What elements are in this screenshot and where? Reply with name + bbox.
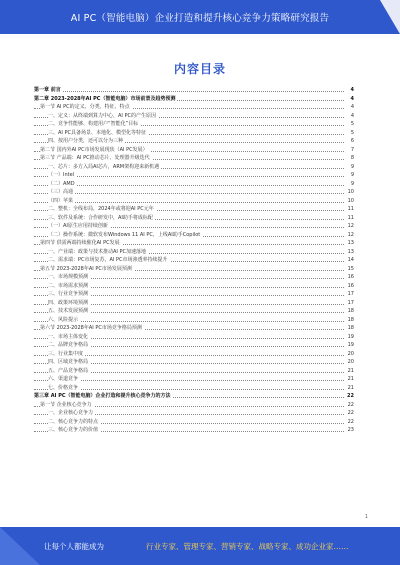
toc-entry[interactable] bbox=[34, 367, 354, 376]
toc-entry[interactable] bbox=[34, 112, 354, 121]
toc-entry-page: 9 bbox=[350, 163, 354, 170]
toc-entry-title: 一、市场主体变化 bbox=[48, 333, 89, 340]
toc-entry-title: 四、按用户分类，还可以分为三种 bbox=[48, 138, 124, 144]
toc-entry-page: 14 bbox=[347, 257, 354, 263]
toc-entry-title: 第一节 AI PC的定义、分类、特征、特点 bbox=[40, 104, 130, 110]
toc-entry-title: 四、区域竞争格局 bbox=[48, 359, 89, 365]
toc-entry-title: 一、企业核心竞争力 bbox=[48, 410, 94, 416]
toc-entry-page: 10 bbox=[347, 189, 354, 195]
toc-leader-dots bbox=[34, 380, 344, 381]
toc-entry-page: 13 bbox=[347, 240, 354, 246]
toc-entry[interactable] bbox=[34, 154, 354, 163]
toc-entry-title: 第五节 2023-2028年AI PC市场发展预测 bbox=[40, 265, 132, 272]
toc-entry-page: 22 bbox=[347, 418, 354, 425]
toc-entry-title: 二、竞争性能够、构建用户“智能化”目标 bbox=[48, 121, 139, 127]
toc-entry-title: 二、整机：全线布局，2024年或将迎AI PC元年 bbox=[48, 206, 154, 212]
report-title: AI PC（智能电脑）企业打造和提升核心竞争力策略研究报告 bbox=[70, 13, 330, 24]
footer-slogan: 让每个人都能成为 bbox=[44, 542, 104, 551]
toc-entry-page: 6 bbox=[350, 138, 354, 144]
toc-entry[interactable] bbox=[34, 86, 354, 95]
toc-entry[interactable] bbox=[34, 239, 354, 248]
toc-entry-page: 9 bbox=[350, 180, 354, 187]
toc-entry[interactable] bbox=[34, 375, 354, 384]
toc-leader-dots bbox=[34, 91, 344, 92]
toc-entry-page: 20 bbox=[347, 350, 354, 357]
toc-entry-page: 16 bbox=[347, 274, 354, 280]
toc-entry-title: 六、渠道竞争 bbox=[48, 376, 79, 382]
toc-entry-title: 一、定义：从终端到算力中心，AI PC的产生原因 bbox=[48, 112, 156, 119]
toc-entry-title: 第四节 供需两端持续催化AI PC发展 bbox=[40, 240, 120, 246]
toc-entry-title: 一、产业端：政策与技术推动AI PC加速落地 bbox=[48, 248, 146, 255]
toc-entry-title: 一、芯片：多方入局AI芯片，ARM架构迎来新机遇 bbox=[48, 163, 160, 170]
toc-entry-page: 21 bbox=[347, 367, 354, 374]
toc-entry-title: （一）AI原生应用持续创新 bbox=[48, 223, 108, 229]
toc-entry-page: 10 bbox=[347, 197, 354, 204]
toc-entry-page: 22 bbox=[347, 401, 354, 408]
toc-entry-title: 六、风险提示 bbox=[48, 316, 79, 323]
toc-entry-title: 一、市场规模预测 bbox=[48, 274, 89, 280]
toc-entry[interactable] bbox=[34, 290, 354, 299]
toc-entry-page: 18 bbox=[347, 308, 354, 314]
toc-entry-page: 21 bbox=[347, 384, 354, 391]
toc-entry-page: 15 bbox=[347, 265, 354, 272]
toc-entry-page: 7 bbox=[350, 146, 354, 153]
toc-entry-title: 第一节 企业核心竞争力 bbox=[40, 401, 92, 408]
toc-entry[interactable] bbox=[34, 409, 354, 418]
toc-entry[interactable] bbox=[34, 171, 354, 180]
toc-entry-title: 五、技术发展预测 bbox=[48, 308, 89, 314]
toc-entry[interactable] bbox=[34, 214, 354, 223]
toc-entry-page: 4 bbox=[350, 104, 354, 110]
toc-entry[interactable] bbox=[34, 384, 354, 393]
toc-entry-page: 17 bbox=[347, 299, 354, 306]
toc-entry-title: （四）苹果 bbox=[48, 197, 74, 204]
toc-entry-page: 19 bbox=[347, 342, 354, 348]
page-number: 1 bbox=[364, 514, 368, 520]
toc-entry[interactable] bbox=[34, 137, 354, 146]
toc-entry-title: 二、需求端：PC市场复苏，AI PC市场渗透率持续提升 bbox=[48, 257, 168, 263]
toc-entry[interactable] bbox=[34, 248, 354, 257]
toc-entry-title: 三、行业集中度 bbox=[48, 350, 84, 357]
toc-leader-dots bbox=[34, 176, 344, 177]
toc-entry[interactable] bbox=[34, 333, 354, 342]
toc-entry-page: 22 bbox=[347, 393, 354, 399]
toc-entry[interactable] bbox=[34, 129, 354, 138]
toc-entry-title: 五、产品竞争格局 bbox=[48, 367, 89, 374]
toc-entry[interactable] bbox=[34, 205, 354, 214]
toc-entry-page: 18 bbox=[347, 325, 354, 331]
toc-entry[interactable] bbox=[34, 256, 354, 265]
toc-entry[interactable] bbox=[34, 120, 354, 129]
toc-entry[interactable] bbox=[34, 324, 354, 333]
toc-entry-title: 第六节 2023-2028年AI PC市场竞争格局预测 bbox=[40, 325, 142, 331]
toc-leader-dots bbox=[34, 193, 344, 194]
toc-entry-title: 第三章 AI PC（智能电脑）企业打造和提升核心竞争力的方法 bbox=[34, 393, 171, 399]
toc-entry-title: 三、核心竞争力的价值 bbox=[48, 427, 99, 433]
toc-entry-page: 20 bbox=[347, 359, 354, 365]
toc-entry-title: （一）Intel bbox=[48, 172, 75, 178]
toc-entry-title: 第二节 国内外AI PC市场发展现状（AI PC发展） bbox=[40, 146, 148, 153]
toc-entry-page: 5 bbox=[350, 129, 354, 136]
toc-entry-page: 22 bbox=[347, 410, 354, 416]
toc-entry[interactable] bbox=[34, 401, 354, 410]
toc-entry[interactable] bbox=[34, 316, 354, 325]
toc-entry[interactable] bbox=[34, 103, 354, 112]
toc-entry-title: 二、品牌竞争格局 bbox=[48, 342, 89, 348]
toc-entry[interactable] bbox=[34, 307, 354, 316]
toc-entry[interactable] bbox=[34, 197, 354, 206]
toc-entry[interactable] bbox=[34, 350, 354, 359]
toc-entry[interactable] bbox=[34, 222, 354, 231]
toc-leader-dots bbox=[34, 202, 344, 203]
toc-entry[interactable] bbox=[34, 163, 354, 172]
toc-entry-title: 四、政策环境预测 bbox=[48, 299, 89, 306]
toc-entry-page: 5 bbox=[350, 121, 354, 127]
toc-entry-page: 11 bbox=[347, 214, 354, 221]
toc-entry[interactable] bbox=[34, 282, 354, 291]
toc-entry-page: 21 bbox=[347, 376, 354, 382]
toc-entry-page: 17 bbox=[347, 291, 354, 297]
toc-entry-title: 三、AI PC具备场景、本地化、模型化等特征 bbox=[48, 129, 146, 136]
toc-entry-page: 4 bbox=[350, 87, 354, 93]
toc-entry-title: 三、行业竞争预测 bbox=[48, 291, 89, 297]
toc-entry-title: 三、软件及系统：合作研发中，AI助手将成标配 bbox=[48, 214, 153, 221]
toc-entry-page: 12 bbox=[347, 223, 354, 229]
toc-entry-title: 第一章 前言 bbox=[34, 87, 61, 93]
toc-heading: 内容目录 bbox=[173, 62, 226, 76]
toc-entry-page: 16 bbox=[347, 282, 354, 289]
toc-entry[interactable] bbox=[34, 358, 354, 367]
toc-entry-title: 第三节 产品端：AI PC推动芯片、处理器升级迭代 bbox=[40, 155, 150, 161]
toc-entry[interactable] bbox=[34, 392, 354, 401]
toc-entry-page: 4 bbox=[350, 112, 354, 119]
toc-entry[interactable] bbox=[34, 418, 354, 427]
toc-entry[interactable] bbox=[34, 146, 354, 155]
toc-entry-title: 二、市场需求预测 bbox=[48, 282, 89, 289]
toc-entry-page: 8 bbox=[350, 155, 354, 161]
toc-entry[interactable] bbox=[34, 188, 354, 197]
toc-entry-page: 19 bbox=[347, 333, 354, 340]
toc-leader-dots bbox=[34, 389, 344, 390]
footer-accent bbox=[0, 527, 40, 565]
toc-entry-page: 12 bbox=[347, 231, 354, 238]
toc-entry-title: （二）操作系统：微软发布Windows 11 AI PC，上线AI助手Copilot bbox=[48, 231, 201, 238]
footer-roles: 行业专家、管理专家、营销专家、战略专家、成功企业家…… bbox=[146, 542, 349, 551]
toc-entry-page: 18 bbox=[347, 316, 354, 323]
toc-entry-page: 13 bbox=[347, 248, 354, 255]
toc-entry-title: （二）AMD bbox=[48, 180, 75, 187]
toc-entry[interactable] bbox=[34, 180, 354, 189]
toc-leader-dots bbox=[34, 185, 344, 186]
toc-entry-page: 11 bbox=[347, 206, 354, 212]
toc-entry[interactable] bbox=[34, 426, 354, 435]
toc-entry[interactable] bbox=[34, 273, 354, 282]
toc-entry-page: 9 bbox=[350, 172, 354, 178]
table-of-contents bbox=[34, 86, 354, 435]
page-header bbox=[0, 0, 400, 34]
toc-entry-title: 第二章 2023-2028年AI PC（智能电脑）市场前景及趋势预测 bbox=[34, 95, 176, 102]
toc-entry[interactable] bbox=[34, 341, 354, 350]
toc-entry[interactable] bbox=[34, 265, 354, 274]
page-footer bbox=[0, 527, 400, 565]
toc-entry-title: 二、核心竞争力的特点 bbox=[48, 418, 99, 425]
toc-leader-dots bbox=[34, 321, 344, 322]
toc-entry-title: 七、价格竞争 bbox=[48, 384, 79, 391]
toc-entry[interactable] bbox=[34, 95, 354, 104]
toc-entry-title: （三）高通 bbox=[48, 189, 74, 195]
toc-entry-page: 4 bbox=[350, 95, 354, 102]
toc-entry-page: 23 bbox=[347, 427, 354, 433]
toc-entry[interactable] bbox=[34, 231, 354, 240]
toc-entry[interactable] bbox=[34, 299, 354, 308]
